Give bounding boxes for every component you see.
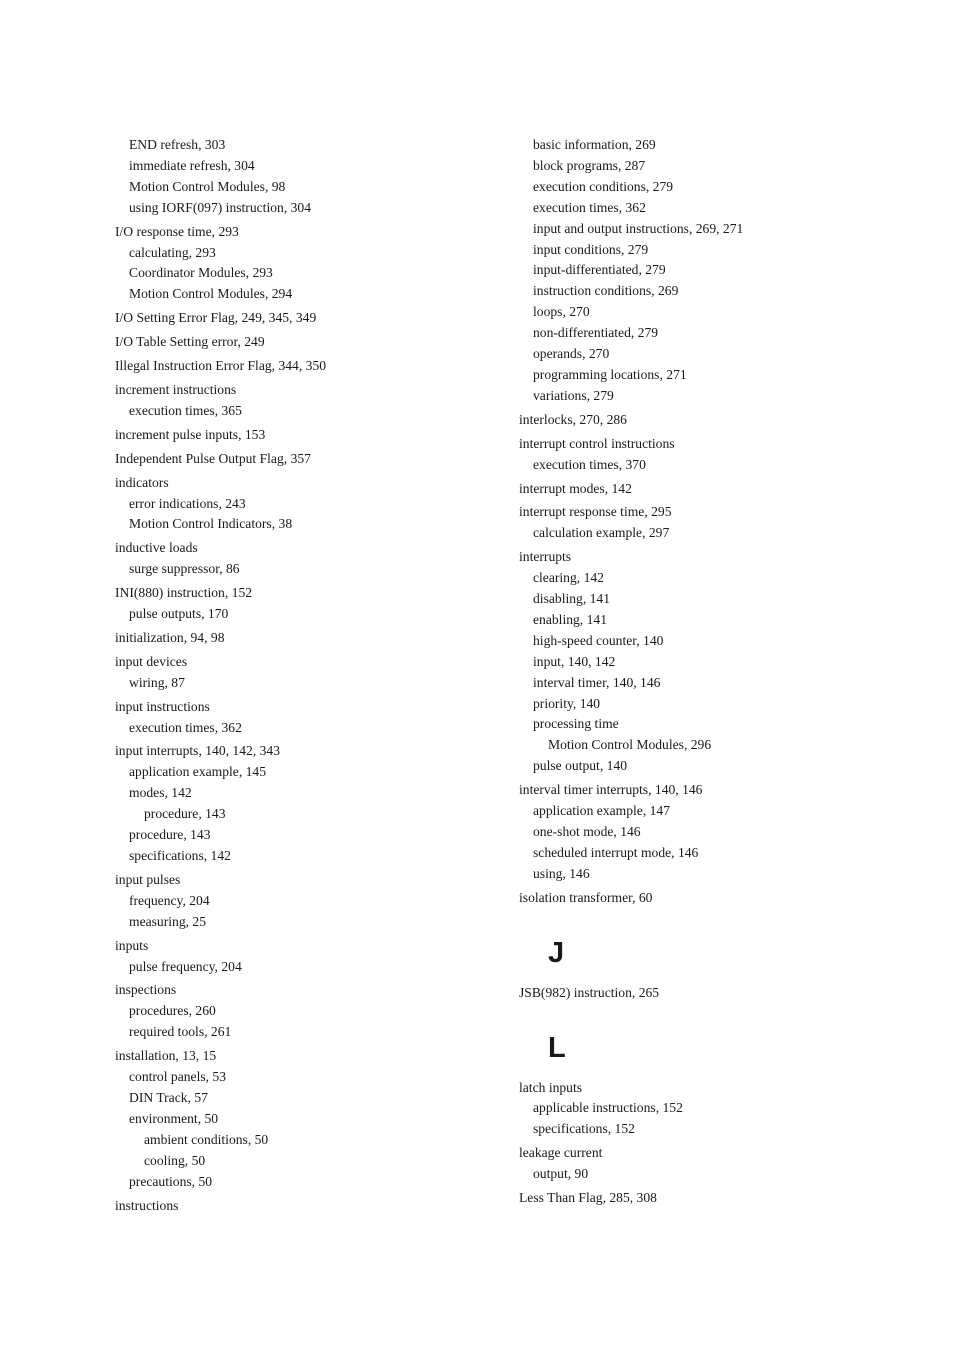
index-entry: interrupt response time, 295	[519, 504, 672, 520]
index-entry: increment pulse inputs, 153	[115, 426, 266, 442]
index-letter-heading: L	[548, 1031, 566, 1064]
index-entry: Less Than Flag, 285, 308	[519, 1190, 657, 1206]
index-subentry: wiring, 87	[129, 674, 185, 690]
index-entry: interval timer interrupts, 140, 146	[519, 782, 703, 798]
index-subentry: Motion Control Modules, 296	[548, 737, 712, 753]
index-subentry: execution times, 362	[129, 719, 242, 735]
index-subentry: END refresh, 303	[129, 137, 226, 152]
index-subentry: scheduled interrupt mode, 146	[533, 844, 699, 860]
index-subentry: execution times, 365	[129, 402, 242, 418]
index-subentry: disabling, 141	[533, 591, 611, 607]
index-subentry: error indications, 243	[129, 495, 246, 511]
index-entry: inductive loads	[115, 540, 198, 556]
index-subentry: operands, 270	[533, 346, 610, 362]
index-column-left	[115, 135, 475, 1216]
index-entry: JSB(982) instruction, 265	[519, 984, 660, 1000]
index-subentry: control panels, 53	[129, 1069, 227, 1085]
index-entry: I/O Setting Error Flag, 249, 345, 349	[115, 310, 317, 326]
index-subentry: interval timer, 140, 146	[533, 674, 661, 690]
index-entry: INI(880) instruction, 152	[115, 585, 253, 601]
index-subentry: execution conditions, 279	[533, 178, 674, 194]
index-entry: interrupts	[519, 549, 572, 565]
index-subentry: output, 90	[533, 1166, 589, 1182]
index-subentry: loops, 270	[533, 304, 590, 320]
index-subentry: calculating, 293	[129, 244, 216, 260]
index-subentry: input-differentiated, 279	[533, 262, 666, 278]
index-subentry: modes, 142	[129, 785, 192, 801]
index-subentry: using, 146	[533, 865, 590, 881]
index-entry: Independent Pulse Output Flag, 357	[115, 450, 311, 466]
index-subentry: application example, 145	[129, 764, 267, 780]
index-entry: latch inputs	[519, 1079, 583, 1095]
index-subentry: ambient conditions, 50	[144, 1131, 269, 1147]
index-subentry: frequency, 204	[129, 892, 210, 908]
index-subentry: input conditions, 279	[533, 241, 649, 257]
index-subentry: immediate refresh, 304	[129, 157, 255, 173]
index-subentry: Motion Control Modules, 98	[129, 178, 286, 194]
index-subentry: pulse outputs, 170	[129, 606, 229, 622]
index-letter-heading: J	[548, 936, 565, 969]
index-entry: interlocks, 270, 286	[519, 411, 627, 427]
index-subentry: DIN Track, 57	[129, 1089, 208, 1105]
index-entry: increment instructions	[115, 381, 237, 397]
index-subentry: Motion Control Indicators, 38	[129, 516, 293, 532]
index-subentry: variations, 279	[533, 387, 614, 403]
index-subentry: applicable instructions, 152	[533, 1100, 683, 1116]
index-subentry: Coordinator Modules, 293	[129, 265, 273, 281]
index-entry: interrupt modes, 142	[519, 480, 632, 496]
index-entry: interrupt control instructions	[519, 435, 675, 451]
index-entry: isolation transformer, 60	[519, 889, 653, 905]
index-entry: I/O response time, 293	[115, 223, 239, 239]
index-subentry: enabling, 141	[533, 611, 607, 627]
index-entry: instructions	[115, 1197, 179, 1213]
index-subentry: non-differentiated, 279	[533, 325, 659, 341]
index-subentry: calculation example, 297	[533, 525, 670, 541]
index-subentry: processing time	[533, 716, 619, 732]
index-subentry: Motion Control Modules, 294	[129, 286, 293, 302]
index-subentry: one-shot mode, 146	[533, 824, 641, 839]
index-subentry: specifications, 142	[129, 848, 231, 863]
index-subentry: surge suppressor, 86	[129, 561, 240, 577]
index-subentry: clearing, 142	[533, 570, 604, 586]
index-subentry: procedure, 143	[144, 806, 226, 822]
index-subentry: application example, 147	[533, 803, 671, 819]
index-subentry: procedures, 260	[129, 1003, 216, 1019]
index-entry: input pulses	[115, 871, 181, 887]
index-subentry: execution times, 362	[533, 199, 646, 215]
index-subentry: measuring, 25	[129, 913, 207, 929]
index-subentry: cooling, 50	[144, 1152, 206, 1168]
index-entry: indicators	[115, 474, 169, 490]
index-entry: input interrupts, 140, 142, 343	[115, 743, 281, 759]
index-subentry: pulse frequency, 204	[129, 958, 242, 974]
index-column-right	[519, 135, 879, 1209]
index-subentry: block programs, 287	[533, 157, 646, 173]
index-entry: initialization, 94, 98	[115, 629, 225, 645]
index-entry: inspections	[115, 982, 177, 998]
index-subentry: input and output instructions, 269, 271	[533, 220, 744, 236]
index-subentry: required tools, 261	[129, 1024, 232, 1040]
index-entry: input instructions	[115, 698, 210, 714]
index-subentry: pulse output, 140	[533, 758, 628, 774]
index-entry: leakage current	[519, 1145, 603, 1161]
index-subentry: priority, 140	[533, 695, 601, 711]
index-entry: input devices	[115, 653, 188, 669]
index-subentry: execution times, 370	[533, 456, 646, 472]
index-subentry: programming locations, 271	[533, 366, 687, 382]
index-subentry: specifications, 152	[533, 1121, 635, 1137]
index-subentry: instruction conditions, 269	[533, 283, 679, 299]
index-entry: Illegal Instruction Error Flag, 344, 350	[115, 358, 327, 374]
index-subentry: procedure, 143	[129, 827, 211, 843]
index-entry: I/O Table Setting error, 249	[115, 334, 265, 350]
index-subentry: high-speed counter, 140	[533, 632, 664, 648]
index-entry: inputs	[115, 937, 149, 953]
index-subentry: using IORF(097) instruction, 304	[129, 199, 312, 215]
index-subentry: environment, 50	[129, 1110, 219, 1126]
index-subentry: precautions, 50	[129, 1173, 213, 1189]
index-subentry: input, 140, 142	[533, 653, 616, 669]
index-entry: installation, 13, 15	[115, 1048, 217, 1064]
index-subentry: basic information, 269	[533, 137, 656, 152]
